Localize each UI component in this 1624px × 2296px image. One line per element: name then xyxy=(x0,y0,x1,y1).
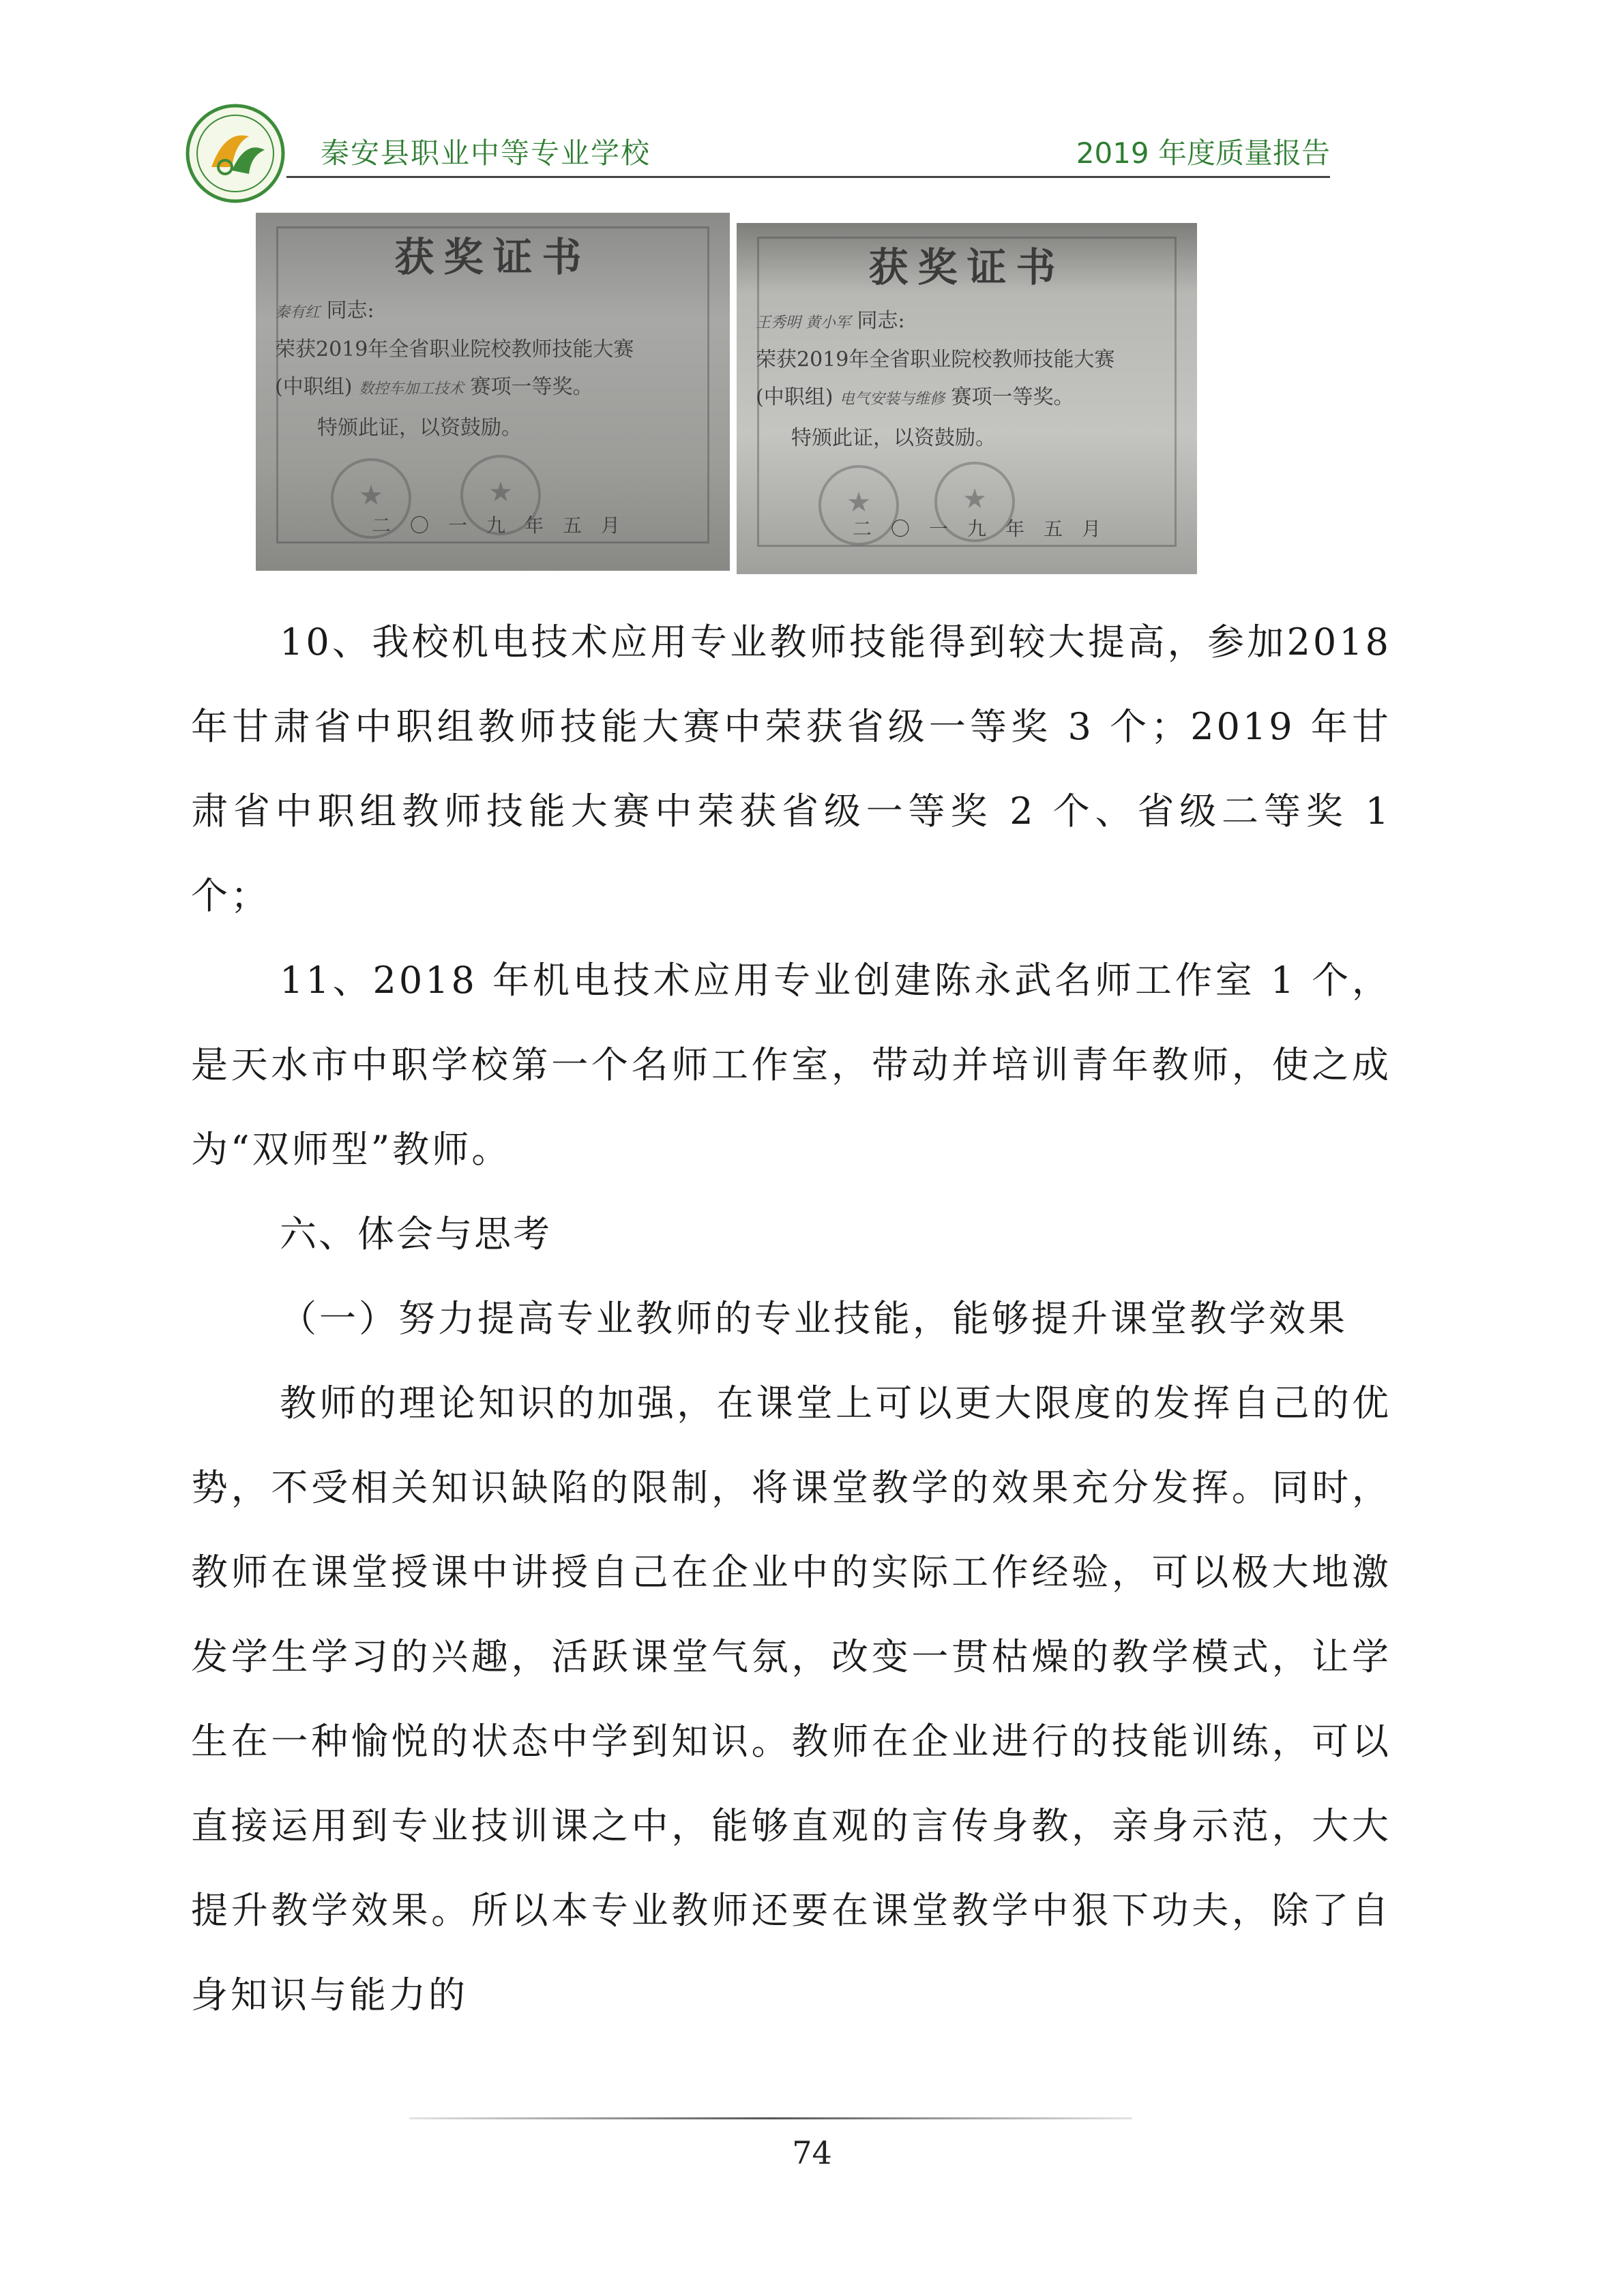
certificate-title: 获奖证书 xyxy=(868,244,1065,290)
certificate-group: (中职组) xyxy=(756,385,833,409)
certificate-group: (中职组) xyxy=(275,375,353,399)
paragraph-main: 教师的理论知识的加强，在课堂上可以更大限度的发挥自己的优势，不受相关知识缺陷的限制，将课堂教学的效果充分发挥。同时，教师在课堂授课中讲授自己在企业中的实际工作经验，可以极大地激发学生学习的兴趣，活跃课堂气氛，改变一贯枯燥的教学模式，让学生在一种愉悦的状态中学到知识。教师在企业进行的技能训练，可以直接运用到专业技训课之中，能够直观的言传身教，亲身示范，大大提升教学效果。所以本专业教师还要在课堂教学中狠下功夫，除了自身知识与能力的 xyxy=(191,1382,1391,2016)
certificate-line-3: 特颁此证，以资鼓励。 xyxy=(317,416,522,440)
certificate-date: 二〇一九年五月 xyxy=(853,518,1121,540)
certificate-line-1: 荣获2019年全省职业院校教师技能大赛 xyxy=(756,348,1115,372)
footer-divider xyxy=(409,2117,1132,2119)
report-title: 2019 年度质量报告 xyxy=(1076,136,1330,170)
school-emblem-icon xyxy=(184,102,286,205)
certificate-salutation: 同志: xyxy=(326,299,374,323)
certificate-recipient-line xyxy=(275,293,374,323)
certificate-recipient: 王秀明 黄小军 xyxy=(756,314,851,331)
page-header xyxy=(184,102,1330,181)
certificate-award: 赛项一等奖。 xyxy=(951,385,1074,409)
certificate-recipient: 秦有红 xyxy=(275,304,321,321)
certificate-award: 赛项一等奖。 xyxy=(470,375,593,399)
certificate-title: 获奖证书 xyxy=(394,234,591,280)
certificate-event: 数控车加工技术 xyxy=(358,381,464,398)
certificate-line-3: 特颁此证，以资鼓励。 xyxy=(791,426,996,450)
certificate-photo xyxy=(737,223,1197,574)
certificate-photos xyxy=(256,213,1197,574)
paragraph-10: 10、我校机电技术应用专业教师技能得到较大提高，参加2018 年甘肃省中职组教师技能大赛中荣获省级一等奖 3 个；2019 年甘肃省中职组教师技能大赛中荣获省级一等奖 2 个、省级二等奖 1 个； xyxy=(191,621,1391,917)
page-number: 74 xyxy=(792,2134,832,2171)
certificate-line-2 xyxy=(275,370,593,400)
certificate-photo xyxy=(256,213,730,571)
school-name: 秦安县职业中等专业学校 xyxy=(321,136,651,170)
main-content xyxy=(191,600,1391,2038)
subsection-heading: （一）努力提高专业教师的专业技能，能够提升课堂教学效果 xyxy=(280,1297,1348,1340)
certificate-line-2 xyxy=(756,380,1074,410)
certificate-date: 二〇一九年五月 xyxy=(372,514,640,537)
paragraph-11: 11、2018 年机电技术应用专业创建陈永武名师工作室 1 个，是天水市中职学校第一个名师工作室，带动并培训青年教师，使之成为“双师型”教师。 xyxy=(191,959,1391,1171)
header-divider xyxy=(286,176,1330,178)
certificate-recipient-line xyxy=(756,303,905,333)
section-heading: 六、体会与思考 xyxy=(280,1212,552,1255)
certificate-salutation: 同志: xyxy=(857,309,905,333)
certificate-event: 电气安装与维修 xyxy=(839,391,945,408)
certificate-line-1: 荣获2019年全省职业院校教师技能大赛 xyxy=(275,338,634,361)
